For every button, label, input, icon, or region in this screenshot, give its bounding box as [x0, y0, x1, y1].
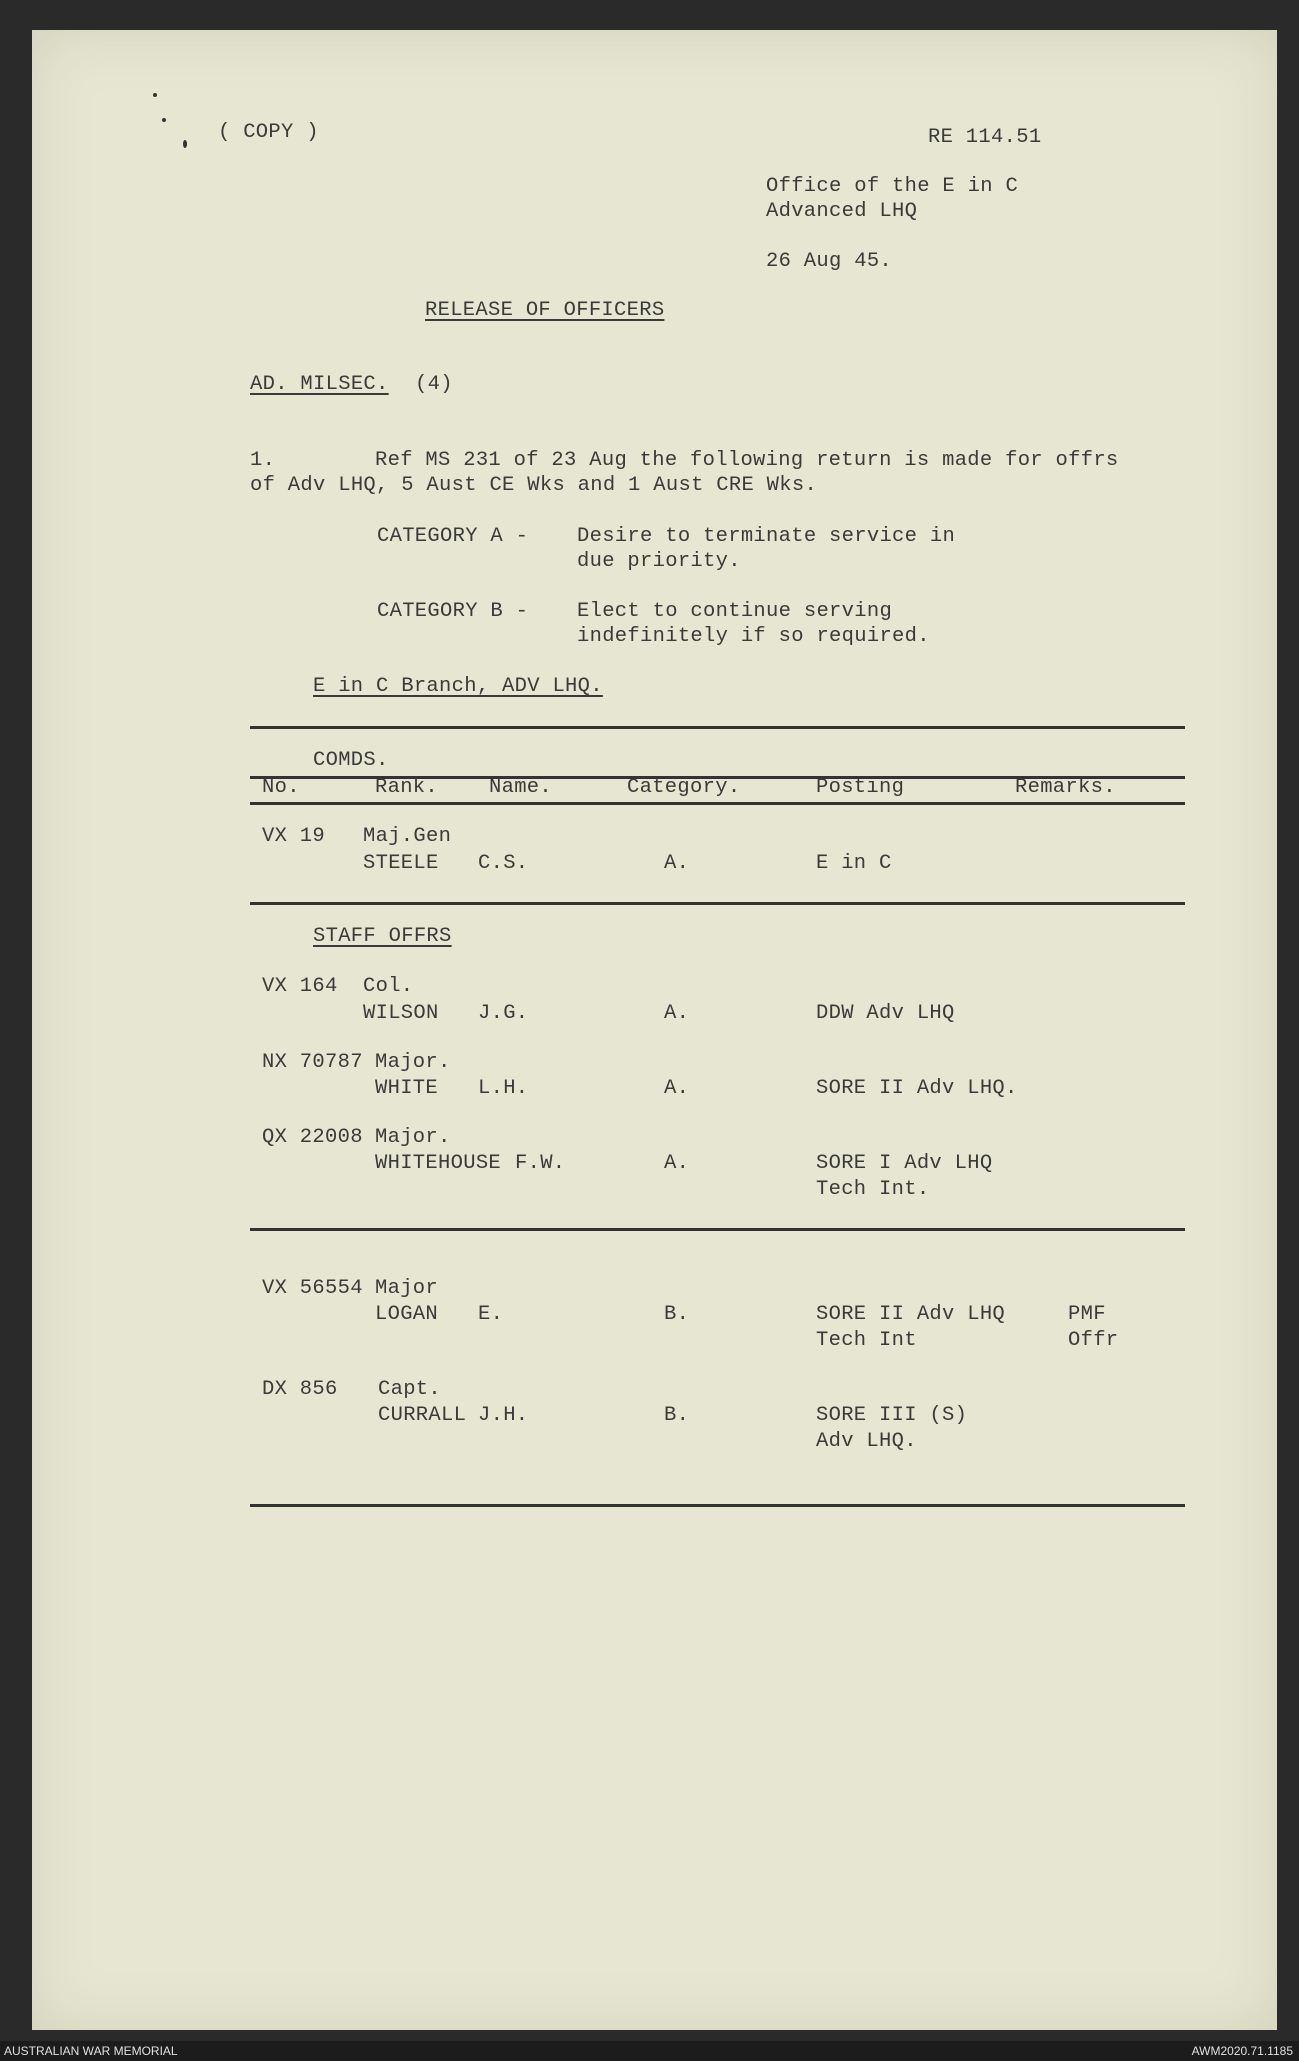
staff-posting: DDW Adv LHQ	[816, 1002, 955, 1025]
staff-rank: Col.	[363, 975, 414, 998]
comds-category: A.	[664, 852, 690, 875]
col-category: Category.	[627, 776, 741, 799]
cat-b-no: DX 856	[262, 1378, 338, 1401]
reference-number: RE 114.51	[928, 126, 1042, 149]
ink-mark	[162, 118, 166, 122]
category-b-line-2: indefinitely if so required.	[577, 625, 930, 648]
cat-b-rank: Major	[375, 1277, 439, 1300]
col-no: No.	[262, 776, 300, 799]
cat-b-posting: SORE III (S)	[816, 1404, 968, 1427]
document-page	[32, 30, 1277, 2030]
category-b-line-1: Elect to continue serving	[577, 600, 893, 623]
staff-offrs-heading: STAFF OFFRS	[313, 925, 452, 948]
staff-surname: WHITEHOUSE	[375, 1152, 502, 1175]
document-title: RELEASE OF OFFICERS	[425, 299, 665, 322]
staff-surname: WHITE	[375, 1077, 439, 1100]
staff-no: NX 70787	[262, 1051, 363, 1074]
staff-initials: J.G.	[478, 1002, 529, 1025]
office-line-2: Advanced LHQ	[766, 200, 918, 223]
cat-b-surname: CURRALL	[378, 1404, 467, 1427]
divider	[250, 1228, 1185, 1231]
cat-b-category: B.	[664, 1404, 690, 1427]
comds-posting: E in C	[816, 852, 892, 875]
staff-posting: SORE II Adv LHQ.	[816, 1077, 1018, 1100]
staff-category: A.	[664, 1002, 690, 1025]
category-b-label: CATEGORY B -	[377, 600, 529, 623]
cat-b-remarks: PMF	[1068, 1303, 1106, 1326]
branch-heading: E in C Branch, ADV LHQ.	[313, 675, 603, 698]
category-a-label: CATEGORY A -	[377, 525, 529, 548]
comds-surname: STEELE	[363, 852, 439, 875]
staff-surname: WILSON	[363, 1002, 439, 1025]
para-line-1: Ref MS 231 of 23 Aug the following return is made for offrs	[375, 449, 1119, 472]
cat-b-initials: E.	[478, 1303, 504, 1326]
archive-footer	[0, 2041, 1299, 2061]
comds-no: VX 19	[262, 825, 326, 848]
staff-category: A.	[664, 1077, 690, 1100]
staff-category: A.	[664, 1152, 690, 1175]
comds-label: COMDS.	[313, 749, 389, 772]
office-line-1: Office of the E in C	[766, 175, 1019, 198]
staff-posting-line-2: Tech Int.	[816, 1178, 930, 1201]
cat-b-no: VX 56554	[262, 1277, 363, 1300]
ink-mark	[183, 140, 187, 148]
comds-rank: Maj.Gen	[363, 825, 452, 848]
addressee-number: (4)	[415, 373, 453, 396]
category-a-line-2: due priority.	[577, 550, 741, 573]
staff-initials: L.H.	[478, 1077, 529, 1100]
divider	[250, 1504, 1185, 1507]
staff-rank: Major.	[375, 1126, 451, 1149]
cat-b-posting-line-2: Adv LHQ.	[816, 1430, 917, 1453]
copy-label: ( COPY )	[218, 121, 319, 144]
cat-b-category: B.	[664, 1303, 690, 1326]
document-date: 26 Aug 45.	[766, 250, 893, 273]
staff-initials: F.W.	[515, 1152, 566, 1175]
comds-initials: C.S.	[478, 852, 529, 875]
staff-no: QX 22008	[262, 1126, 363, 1149]
cat-b-posting: SORE II Adv LHQ	[816, 1303, 1006, 1326]
ink-mark	[153, 93, 157, 97]
col-name: Name.	[489, 776, 553, 799]
col-posting: Posting	[816, 776, 905, 799]
col-remarks: Remarks.	[1015, 776, 1116, 799]
staff-no: VX 164	[262, 975, 338, 998]
divider	[250, 726, 1185, 729]
col-rank: Rank.	[375, 776, 439, 799]
cat-b-remarks-line-2: Offr	[1068, 1329, 1119, 1352]
staff-posting: SORE I Adv LHQ	[816, 1152, 993, 1175]
cat-b-posting-line-2: Tech Int	[816, 1329, 917, 1352]
footer-right: AWM2020.71.1185	[1191, 2044, 1293, 2058]
divider	[250, 802, 1185, 805]
para-number: 1.	[250, 449, 276, 472]
staff-rank: Major.	[375, 1051, 451, 1074]
cat-b-rank: Capt.	[378, 1378, 442, 1401]
category-a-line-1: Desire to terminate service in	[577, 525, 956, 548]
addressee: AD. MILSEC.	[250, 373, 389, 396]
divider	[250, 902, 1185, 905]
footer-left: AUSTRALIAN WAR MEMORIAL	[4, 2044, 178, 2058]
para-line-2: of Adv LHQ, 5 Aust CE Wks and 1 Aust CRE Wks.	[250, 474, 818, 497]
cat-b-initials: J.H.	[478, 1404, 529, 1427]
cat-b-surname: LOGAN	[375, 1303, 439, 1326]
